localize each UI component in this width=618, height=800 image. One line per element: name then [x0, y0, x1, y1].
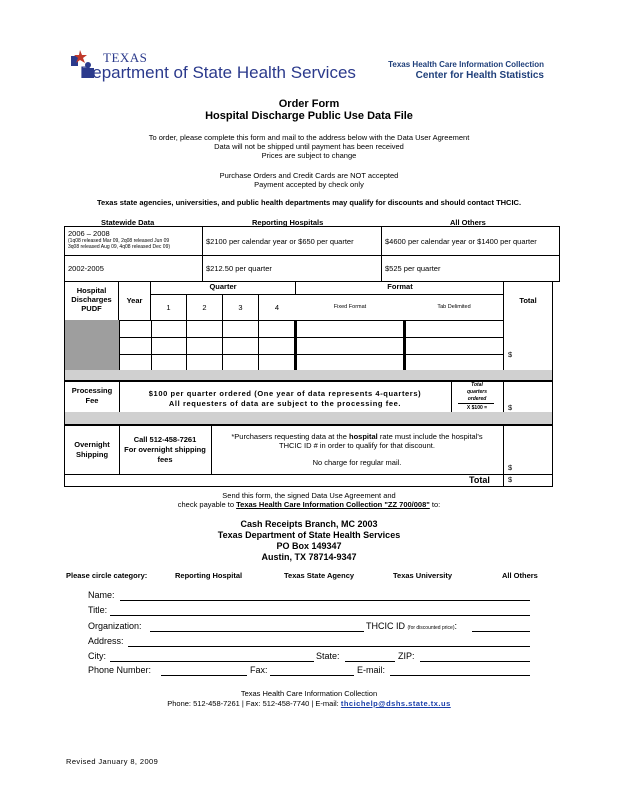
- field-thcic-note: (for discounted price): [407, 625, 455, 631]
- field-thcic-label: THCIC ID (for discounted price):: [366, 621, 457, 631]
- processing-right3: ordered: [467, 396, 487, 402]
- address-1: Cash Receipts Branch, MC 2003: [240, 519, 378, 529]
- price-others-2: $525 per quarter: [382, 256, 560, 282]
- price-period-1: [65, 227, 203, 256]
- field-fax-input[interactable]: [270, 675, 354, 676]
- address-4: Austin, TX 78714-9347: [261, 552, 357, 562]
- separator-2: [64, 412, 553, 425]
- processing-right4: X $100 =: [466, 405, 488, 411]
- shipping-row: [64, 425, 553, 487]
- processing-right1: Total: [471, 382, 483, 388]
- field-zip-input[interactable]: [420, 661, 530, 662]
- order-pudf-shade: [65, 320, 120, 371]
- footer-contact: Phone: 512-458-7261 | Fax: 512-458-7740 | E-mail:: [167, 699, 339, 708]
- field-email-label: E-mail:: [357, 665, 386, 675]
- shipping-note1-bold: hospital: [348, 432, 378, 441]
- send-line2: [0, 500, 618, 509]
- order-col-format: Format: [295, 282, 504, 295]
- format-tab: Tab Delimited: [437, 304, 471, 310]
- category-label: Please circle category:: [66, 571, 148, 580]
- payment-1: Purchase Orders and Credit Cards are NOT accepted: [219, 171, 399, 180]
- shipping-note4: No charge for regular mail.: [312, 458, 402, 467]
- processing-label: Processing Fee: [71, 386, 113, 405]
- field-phone-label: Phone Number:: [88, 665, 152, 675]
- order-col-quarter: Quarter: [151, 282, 296, 295]
- field-address-input[interactable]: [128, 646, 530, 647]
- footer-email-link[interactable]: thcichelp@dshs.state.tx.us: [340, 699, 451, 708]
- field-title-label: Title:: [88, 605, 108, 615]
- field-state-label: State:: [316, 651, 340, 661]
- processing-dollar: $: [508, 403, 513, 412]
- field-organization-label: Organization:: [88, 621, 142, 631]
- revised-date: Revised January 8, 2009: [66, 757, 159, 766]
- field-email-input[interactable]: [390, 675, 530, 676]
- send-line1: Send this form, the signed Data Use Agreement and: [222, 491, 396, 500]
- payment-2: Payment accepted by check only: [254, 180, 364, 189]
- price-header-others: All Others: [450, 218, 486, 227]
- field-zip-label: ZIP:: [398, 651, 415, 661]
- order-input-cell[interactable]: [120, 321, 150, 336]
- field-thcic-text: THCIC ID: [366, 621, 405, 631]
- order-total-dollar: $: [508, 350, 513, 359]
- field-name-label: Name:: [88, 590, 115, 600]
- logo-texas: TEXAS: [103, 50, 148, 65]
- footer-line1: Texas Health Care Information Collection: [240, 689, 378, 698]
- pricing-table: [64, 226, 560, 282]
- quarter-2: 2: [187, 295, 223, 320]
- title-public-use: Hospital Discharge Public Use Data File: [205, 110, 413, 122]
- order-table: [64, 281, 553, 372]
- price-others-1: $4600 per calendar year or $1400 per quarter: [382, 227, 560, 256]
- field-state-input[interactable]: [345, 661, 395, 662]
- field-city-label: City:: [88, 651, 106, 661]
- price-period-1-note1: (1q08 released Mar 09, 2q08 released Jun 09: [68, 238, 170, 244]
- order-col-year: Year: [119, 282, 151, 320]
- format-fixed: Fixed Format: [333, 304, 367, 310]
- field-phone-input[interactable]: [161, 675, 247, 676]
- shipping-note1-b: rate must include the hospital's: [379, 432, 483, 441]
- processing-right2: quarters: [466, 389, 487, 395]
- shipping-label: Overnight Shipping: [74, 440, 110, 459]
- address-3: PO Box 149347: [276, 541, 342, 551]
- intro-3: Prices are subject to change: [261, 151, 357, 160]
- field-title-input[interactable]: [110, 615, 530, 616]
- processing-line1: $100 per quarter ordered (One year of data represents 4-quarters): [148, 389, 422, 398]
- quarter-4: 4: [274, 303, 280, 312]
- field-name-input[interactable]: [120, 600, 530, 601]
- intro-1: To order, please complete this form and mail to the address below with the Data User Agreement: [148, 133, 470, 142]
- price-hospitals-1: $2100 per calendar year or $650 per quarter: [203, 227, 382, 256]
- category-state-agency[interactable]: Texas State Agency: [284, 571, 355, 580]
- category-all-others[interactable]: All Others: [502, 571, 538, 580]
- shipping-note1-a: *Purchasers requesting data at the: [231, 432, 347, 441]
- category-reporting-hospital[interactable]: Reporting Hospital: [175, 571, 243, 580]
- price-header-hospitals: Reporting Hospitals: [252, 218, 324, 227]
- send-payee: Texas Health Care Information Collection "ZZ 700/008": [236, 500, 430, 509]
- send-line2-c: to:: [431, 500, 441, 509]
- field-address-label: Address:: [88, 636, 124, 646]
- footer-line2: [0, 699, 618, 708]
- shipping-dollar: $: [508, 463, 513, 472]
- field-city-input[interactable]: [110, 661, 314, 662]
- field-thcic-input[interactable]: [472, 631, 530, 632]
- price-period-2: 2002-2005: [65, 256, 203, 282]
- shipping-note3: THCIC ID # in order to qualify for that discount.: [279, 441, 435, 450]
- total-label: Total: [469, 475, 490, 485]
- quarter-3: 3: [223, 295, 259, 320]
- total-dollar: $: [508, 475, 513, 484]
- shipping-call: Call 512-458-7261: [133, 435, 197, 444]
- quarter-1: 1: [151, 295, 187, 320]
- org-line2: Center for Health Statistics: [415, 70, 544, 81]
- category-university[interactable]: Texas University: [393, 571, 453, 580]
- price-header-statewide: Statewide Data: [101, 218, 155, 227]
- address-2: Texas Department of State Health Services: [217, 530, 401, 540]
- processing-row: [64, 381, 553, 414]
- separator-1: [64, 370, 553, 381]
- field-organization-input[interactable]: [150, 631, 364, 632]
- shipping-call2: For overnight shipping fees: [124, 445, 206, 464]
- price-period-1-label: 2006 – 2008: [68, 229, 110, 238]
- org-line1: Texas Health Care Information Collection: [388, 60, 544, 69]
- order-col-total: Total: [503, 282, 552, 320]
- order-col-pudf: Hospital Discharges PUDF: [65, 282, 119, 320]
- discount-note: Texas state agencies, universities, and public health departments may qualify for discounts and should contact THCIC.: [96, 198, 522, 207]
- title-order-form: Order Form: [278, 98, 340, 110]
- intro-2: Data will not be shipped until payment has been received: [214, 142, 404, 151]
- logo-department: Department of State Health Services: [80, 63, 356, 82]
- price-period-1-note2: 3q08 released Aug 09, 4q08 released Dec 09): [68, 244, 171, 250]
- processing-line2: All requesters of data are subject to the processing fee.: [168, 399, 402, 408]
- send-line2-a: check payable to: [177, 500, 235, 509]
- price-hospitals-2: $212.50 per quarter: [203, 256, 382, 282]
- field-fax-label: Fax:: [250, 665, 268, 675]
